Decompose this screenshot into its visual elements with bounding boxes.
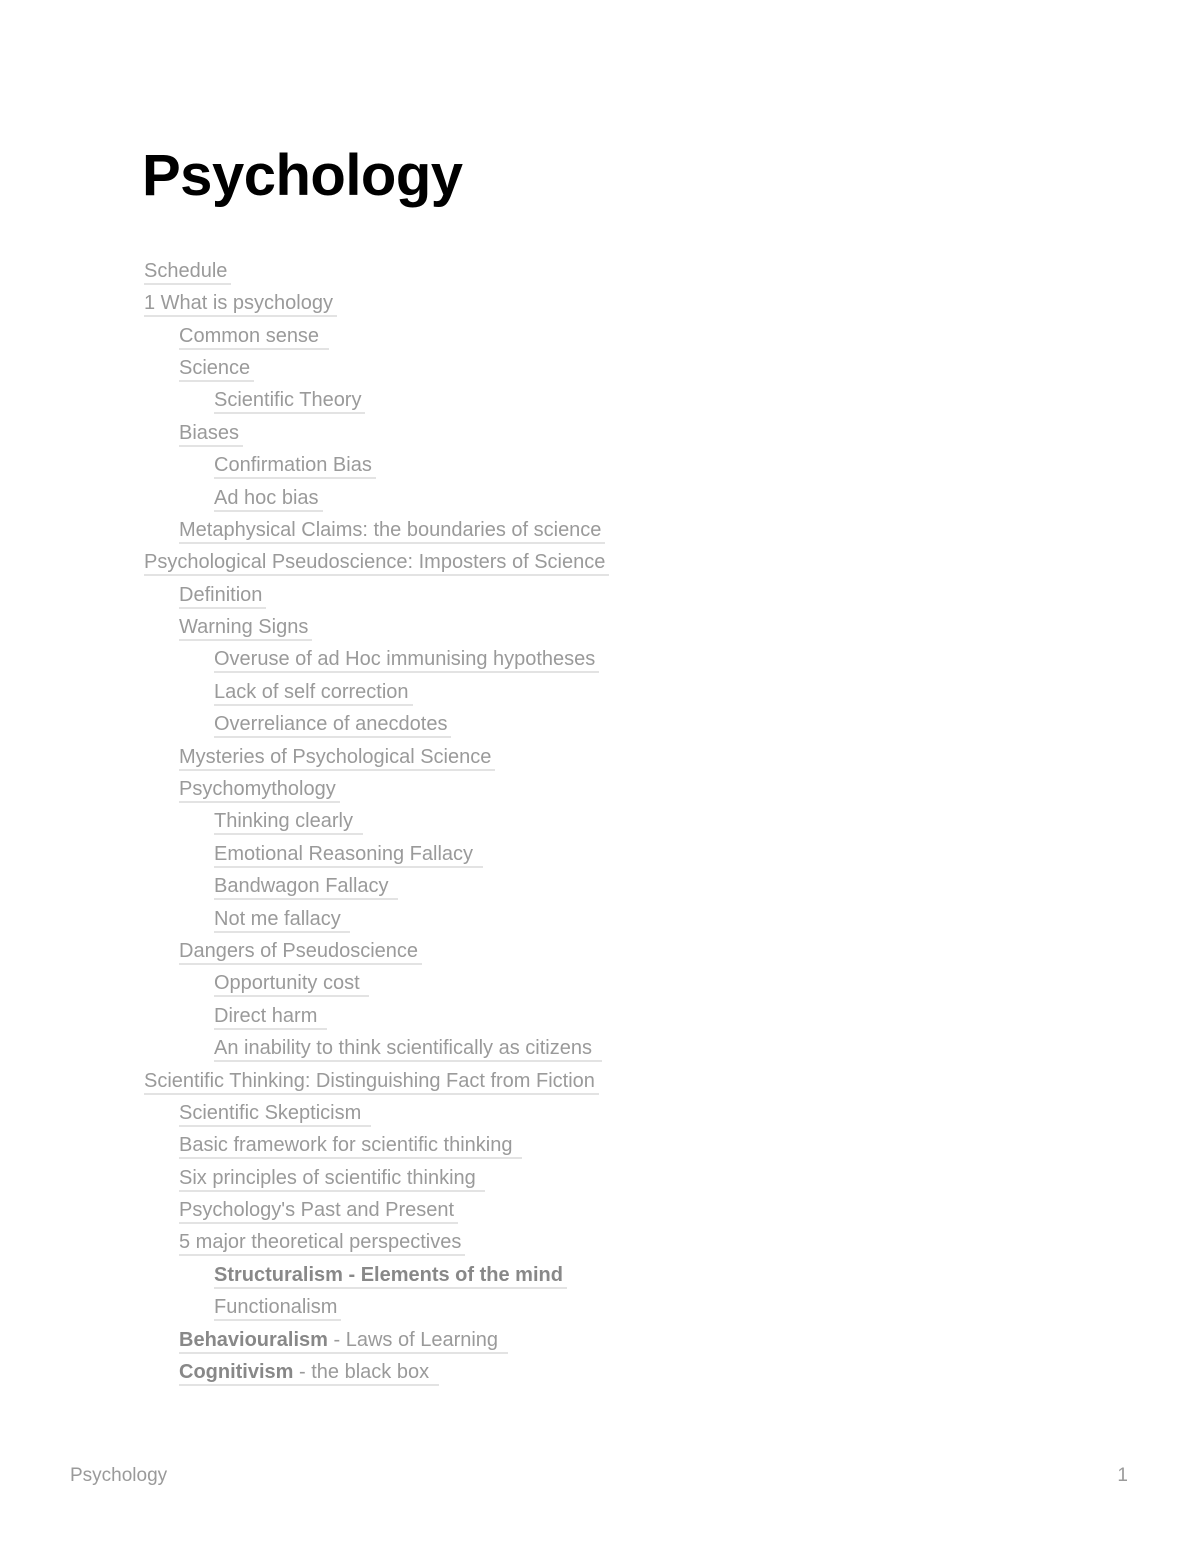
- toc-entry: [144, 936, 609, 968]
- table-of-contents: [144, 256, 609, 1390]
- toc-link[interactable]: [214, 842, 483, 868]
- toc-link-bold-label: Cognitivism: [179, 1361, 294, 1384]
- toc-link-bold-label: Behaviouralism: [179, 1328, 328, 1351]
- page-title: Psychology: [142, 143, 463, 208]
- toc-entry: [144, 807, 609, 839]
- toc-link[interactable]: [179, 583, 266, 609]
- toc-link[interactable]: [179, 1101, 371, 1127]
- toc-link-label: - the black box: [293, 1361, 435, 1384]
- toc-link-label: Overuse of ad Hoc immunising hypotheses: [214, 648, 596, 671]
- toc-link[interactable]: [214, 388, 365, 414]
- toc-link[interactable]: [214, 453, 376, 479]
- toc-link[interactable]: [214, 647, 599, 673]
- toc-entry: [144, 1131, 609, 1163]
- toc-link[interactable]: [214, 971, 369, 997]
- toc-entry: [144, 1163, 609, 1195]
- toc-entry: [144, 1228, 609, 1260]
- toc-link-label: Opportunity cost: [214, 972, 366, 995]
- toc-link[interactable]: [214, 1036, 602, 1062]
- toc-link[interactable]: [179, 939, 422, 965]
- toc-link-label: Definition: [179, 583, 263, 606]
- toc-entry: [144, 515, 609, 547]
- toc-link-label: Dangers of Pseudoscience: [179, 939, 419, 962]
- toc-link[interactable]: [144, 259, 231, 285]
- toc-link-label: Lack of self correction: [214, 680, 409, 703]
- toc-link-bold-label: Structuralism - Elements of the mind: [214, 1263, 563, 1286]
- toc-link-label: Bandwagon Fallacy: [214, 875, 395, 898]
- toc-link-label: An inability to think scientifically as citizens: [214, 1037, 598, 1060]
- toc-link-label: Basic framework for scientific thinking: [179, 1134, 519, 1157]
- toc-entry: [144, 548, 609, 580]
- toc-entry: [144, 1293, 609, 1325]
- toc-entry: [144, 612, 609, 644]
- toc-link-label: Psychology's Past and Present: [179, 1199, 455, 1222]
- toc-entry: [144, 677, 609, 709]
- toc-entry: [144, 256, 609, 288]
- toc-link-label: Warning Signs: [179, 616, 309, 639]
- toc-link-label: Confirmation Bias: [214, 454, 372, 477]
- toc-link[interactable]: [179, 777, 340, 803]
- toc-link-label: Schedule: [144, 259, 228, 282]
- toc-entry: [144, 450, 609, 482]
- toc-entry: [144, 1066, 609, 1098]
- toc-link-label: Psychomythology: [179, 778, 336, 801]
- toc-link[interactable]: [214, 874, 398, 900]
- toc-link[interactable]: [179, 1230, 465, 1256]
- toc-entry: [144, 386, 609, 418]
- toc-link-label: Common sense: [179, 324, 325, 347]
- toc-entry: [144, 1357, 609, 1389]
- toc-link[interactable]: [214, 1004, 327, 1030]
- toc-link-label: 5 major theoretical perspectives: [179, 1231, 462, 1254]
- toc-link-label: Six principles of scientific thinking: [179, 1166, 482, 1189]
- toc-entry: [144, 1195, 609, 1227]
- toc-link[interactable]: [179, 1198, 458, 1224]
- toc-entry: [144, 483, 609, 515]
- toc-link-label: Scientific Skepticism: [179, 1101, 367, 1124]
- toc-entry: [144, 1033, 609, 1065]
- toc-link[interactable]: [179, 745, 495, 771]
- toc-link[interactable]: [179, 615, 312, 641]
- toc-entry: [144, 969, 609, 1001]
- toc-entry: [144, 1260, 609, 1292]
- toc-link-label: Psychological Pseudoscience: Imposters of Science: [144, 551, 606, 574]
- toc-link[interactable]: [179, 324, 329, 350]
- toc-link-label: Emotional Reasoning Fallacy: [214, 842, 479, 865]
- toc-link-label: Science: [179, 356, 251, 379]
- toc-link[interactable]: [144, 1069, 599, 1095]
- toc-link[interactable]: [214, 712, 451, 738]
- toc-link[interactable]: [214, 486, 323, 512]
- toc-link[interactable]: [144, 291, 337, 317]
- toc-entry: [144, 774, 609, 806]
- toc-link-label: Scientific Thinking: Distinguishing Fact from Fiction: [144, 1069, 595, 1092]
- toc-link[interactable]: [179, 1360, 439, 1386]
- toc-entry: [144, 321, 609, 353]
- toc-entry: [144, 353, 609, 385]
- toc-link[interactable]: [179, 1133, 522, 1159]
- toc-entry: [144, 1098, 609, 1130]
- toc-entry: [144, 1001, 609, 1033]
- toc-link[interactable]: [179, 1328, 508, 1354]
- toc-link-label: Not me fallacy: [214, 907, 347, 930]
- toc-entry: [144, 871, 609, 903]
- toc-link-label: Metaphysical Claims: the boundaries of science: [179, 518, 602, 541]
- toc-entry: [144, 580, 609, 612]
- toc-link-label: 1 What is psychology: [144, 292, 333, 315]
- toc-link[interactable]: [214, 680, 413, 706]
- toc-link-label: Overreliance of anecdotes: [214, 713, 448, 736]
- toc-entry: [144, 839, 609, 871]
- toc-link-label: Scientific Theory: [214, 389, 362, 412]
- toc-entry: [144, 288, 609, 320]
- toc-link[interactable]: [144, 550, 609, 576]
- toc-link[interactable]: [214, 1295, 341, 1321]
- toc-link-label: Functionalism: [214, 1296, 338, 1319]
- toc-link[interactable]: [179, 356, 254, 382]
- toc-link-label: - Laws of Learning: [327, 1328, 504, 1351]
- toc-entry: [144, 742, 609, 774]
- toc-link-label: Mysteries of Psychological Science: [179, 745, 492, 768]
- toc-link[interactable]: [214, 1263, 567, 1289]
- toc-entry: [144, 418, 609, 450]
- toc-entry: [144, 1325, 609, 1357]
- toc-entry: [144, 904, 609, 936]
- toc-link[interactable]: [214, 809, 363, 835]
- footer-page-number: 1: [1117, 1465, 1128, 1486]
- toc-link-label: Direct harm: [214, 1004, 323, 1027]
- toc-link-label: Biases: [179, 421, 240, 444]
- toc-link[interactable]: [214, 907, 350, 933]
- toc-link[interactable]: [179, 421, 243, 447]
- toc-link[interactable]: [179, 518, 605, 544]
- toc-link-label: Ad hoc bias: [214, 486, 319, 509]
- toc-entry: [144, 645, 609, 677]
- footer-title: Psychology: [70, 1465, 168, 1486]
- toc-link[interactable]: [179, 1166, 485, 1192]
- toc-link-label: Thinking clearly: [214, 810, 359, 833]
- toc-entry: [144, 709, 609, 741]
